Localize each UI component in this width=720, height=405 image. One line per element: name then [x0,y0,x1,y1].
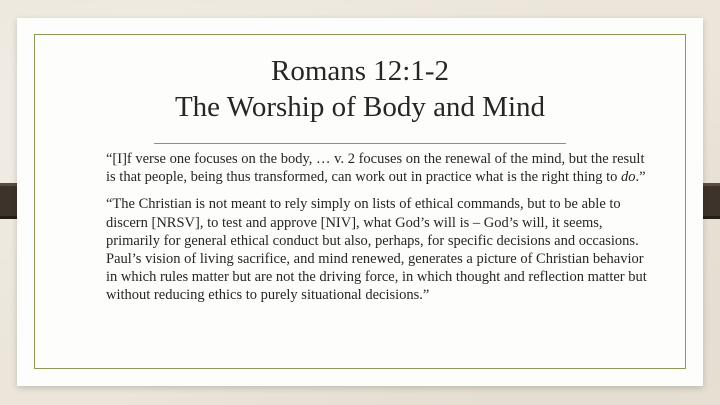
title-divider [154,143,566,144]
quote-paragraph-2: “The Christian is not meant to rely simply on lists of ethical commands, but to be able to discern [NRSV], to test and approve [NIV], what God’s will is – God’s will, it seems, primarily for general ethical conduct but also, perhaps, for specific decisions and occasions. Paul’s vision of living sacrifice, and mind renewed, generates a picture of Christian behavior in which rules matter but are not the driving force, in which thought and reflection matter but without reducing ethics to purely situational decisions.” [106,196,647,304]
title-line-2: The Worship of Body and Mind [174,91,546,123]
slide-card [17,18,703,386]
quote-1-emphasis: do [621,169,636,186]
slide-body [106,150,651,314]
slide-title [34,53,686,125]
title-line-1: Romans 12:1-2 [270,55,450,87]
quote-1-end: .” [635,169,646,186]
quote-paragraph-1 [106,150,651,186]
quote-1-text: “[I]f verse one focuses on the body, … v. 2 focuses on the renewal of the mind, but the result is that people, being thus transformed, can work out in practice what is the right thing to [106,151,645,186]
